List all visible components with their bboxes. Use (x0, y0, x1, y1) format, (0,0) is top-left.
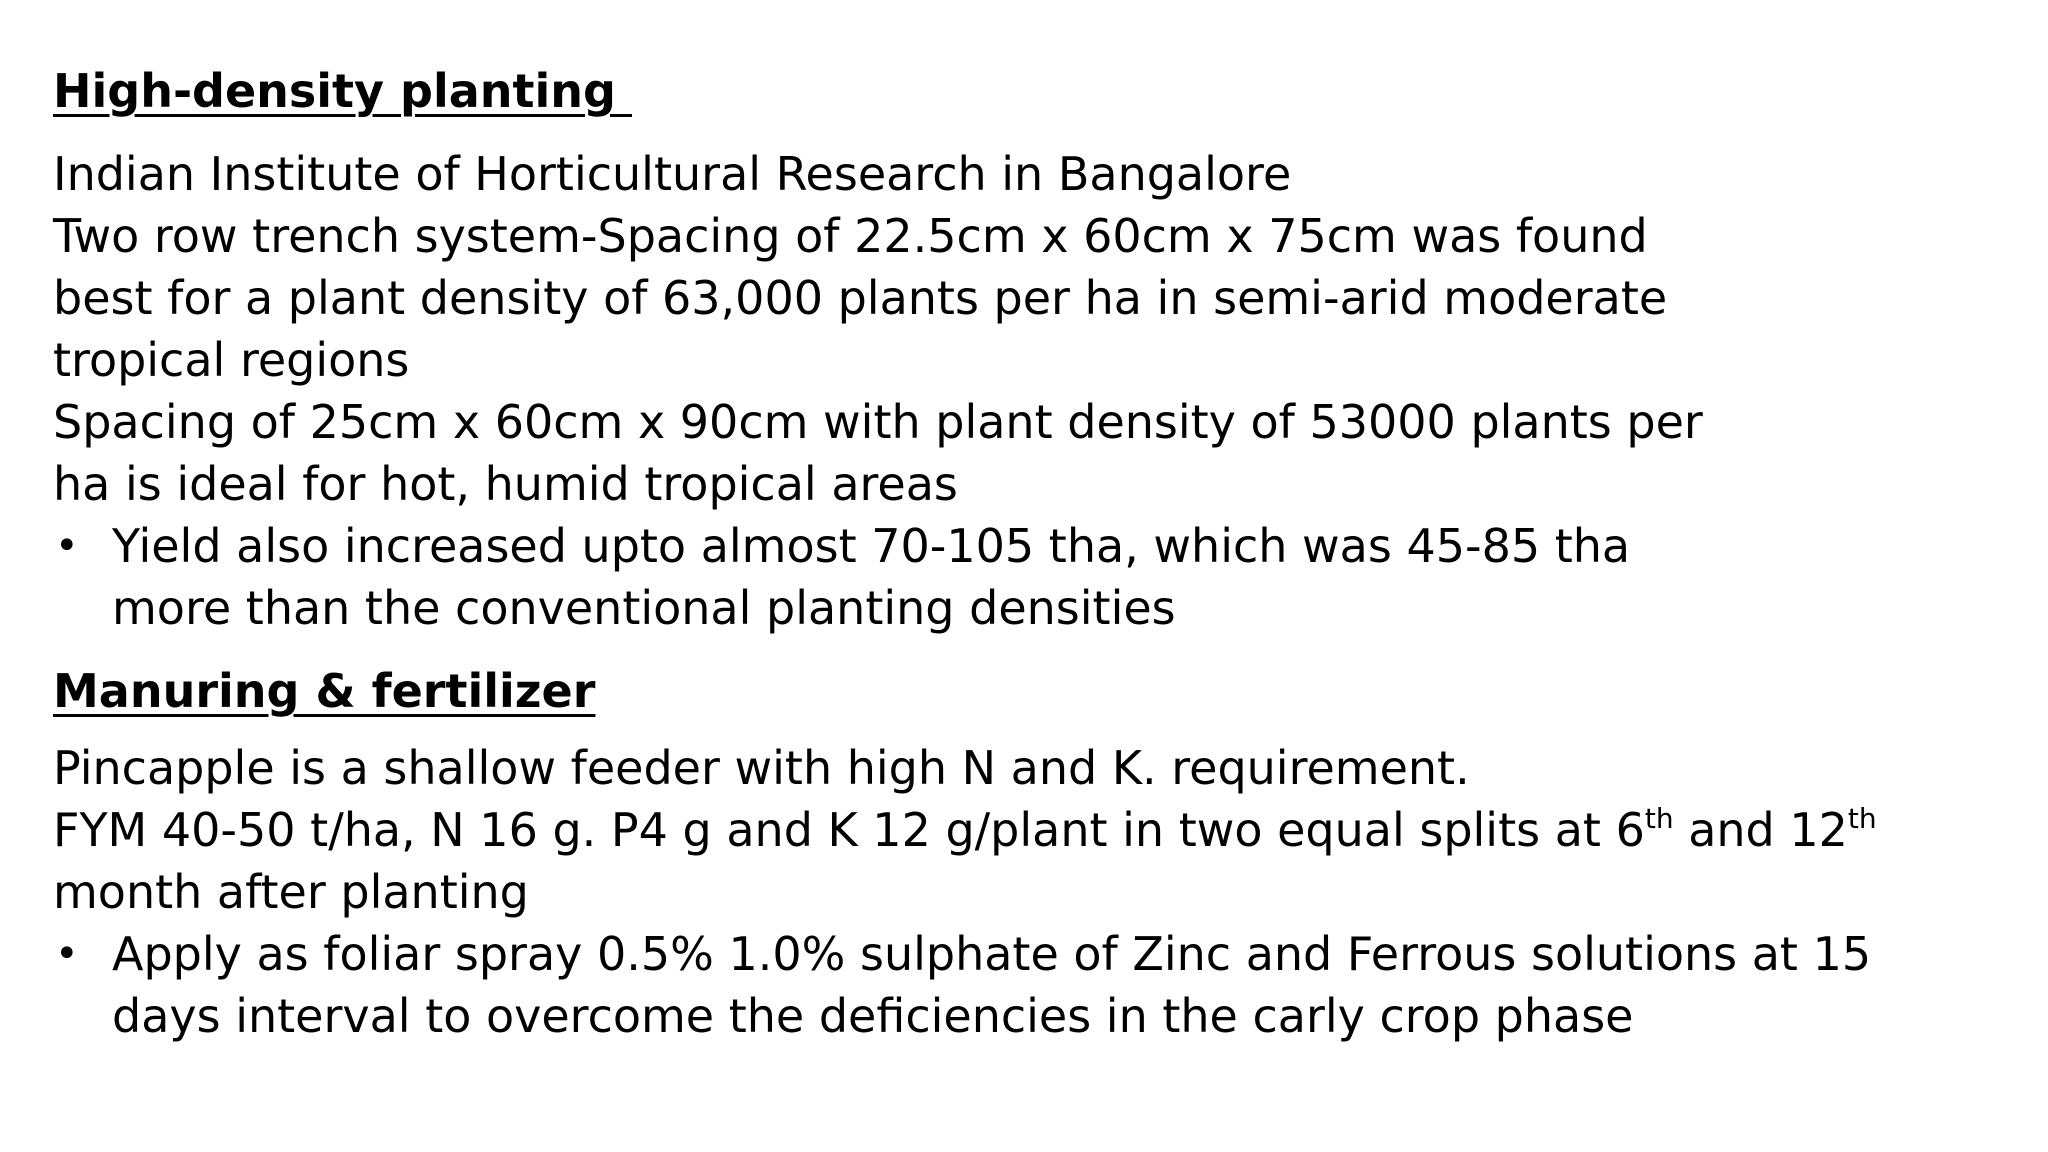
text-line: Pincapple is a shallow feeder with high N and K. requirement. (53, 741, 1470, 795)
bullet-icon: • (55, 931, 79, 977)
text-line: best for a plant density of 63,000 plants per ha in semi-arid moderate (53, 271, 1668, 325)
section-heading-manuring-fertilizer: Manuring & fertilizer (53, 664, 596, 718)
text-line: month after planting (53, 865, 529, 919)
text-fragment: and 12 (1673, 803, 1848, 857)
text-line-fym (53, 799, 2013, 861)
bullet-item-foliar-spray (53, 923, 2013, 1047)
bullet-text-line: days interval to overcome the deficiencies in the carly crop phase (112, 989, 1634, 1043)
bullet-item-yield (53, 515, 2013, 639)
superscript: th (1644, 802, 1674, 835)
text-line: Two row trench system-Spacing of 22.5cm x 60cm x 75cm was found (53, 209, 1648, 263)
text-fragment: FYM 40-50 t/ha, N 16 g. P4 g and K 12 g/plant in two equal splits at 6 (53, 803, 1645, 857)
text-line: ha is ideal for hot, humid tropical areas (53, 457, 958, 511)
bullet-text-line: Yield also increased upto almost 70-105 tha, which was 45-85 tha (112, 519, 1631, 573)
bullet-text-line: Apply as foliar spray 0.5% 1.0% sulphate of Zinc and Ferrous solutions at 15 (112, 927, 1872, 981)
section-heading-high-density-planting: High-density planting (53, 64, 632, 118)
text-line: Spacing of 25cm x 60cm x 90cm with plant density of 53000 plants per (53, 395, 1703, 449)
superscript: th (1847, 802, 1877, 835)
bullet-icon: • (55, 523, 79, 569)
text-line: Indian Institute of Horticultural Research in Bangalore (53, 147, 1292, 201)
text-line: tropical regions (53, 333, 410, 387)
bullet-text-line: more than the conventional planting densities (112, 581, 1176, 635)
slide-content (53, 60, 2013, 1047)
